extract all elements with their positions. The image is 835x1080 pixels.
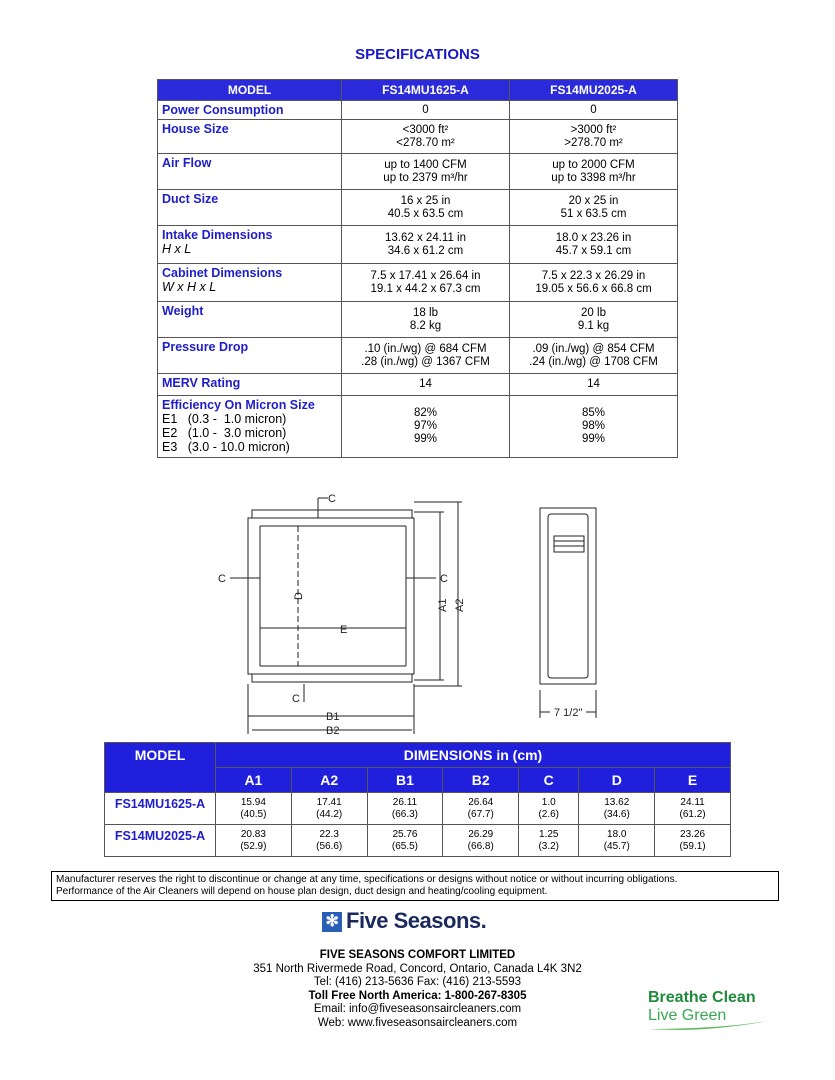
spec-row [158,226,678,264]
dims-value-cm: (61.2) [679,808,706,820]
spec-label [158,120,342,154]
dims-value-in: 15.94 [240,796,266,808]
spec-label-text: Intake Dimensions [162,228,273,242]
spec-label-sub: E3 (3.0 - 10.0 micron) [162,440,290,454]
spec-value-line: >3000 ft² [570,123,617,136]
label-width: 7 1/2" [554,707,583,719]
label-c-left: C [218,573,226,585]
dims-value [216,793,292,825]
spec-label [158,264,342,302]
snowflake-icon: ✻ [322,912,342,932]
dims-value-cm: (65.5) [391,840,419,852]
spec-value-line: 0 [422,103,429,116]
dims-value-cm: (56.6) [316,840,343,852]
dims-value-cm: (67.7) [467,808,494,820]
spec-value-line: 0 [590,103,597,116]
dims-value-in: 13.62 [604,796,630,808]
spec-value-line: 85% [581,407,606,419]
spec-row [158,396,678,458]
spec-value-line: 13.62 x 24.11 in [385,231,466,244]
dims-value-cm: (2.6) [538,808,560,820]
dims-value-in: 23.26 [680,828,706,840]
disclaimer-line-2: Performance of the Air Cleaners will depend on house plan design, duct design and heating/cooling equipment. [56,886,548,897]
spec-value-line: 14 [587,378,600,390]
spec-value-line: .24 (in./wg) @ 1708 CFM [529,355,658,368]
spec-value-line: 8.2 kg [409,319,442,332]
spec-value-b [510,101,678,120]
dims-row [105,793,731,825]
spec-value-a [342,396,510,458]
dims-col-d: D [579,768,655,793]
spec-value-line: 7.5 x 22.3 x 26.29 in [541,269,646,282]
spec-label-text: Power Consumption [162,103,284,117]
dims-value-in: 1.0 [541,796,556,808]
dims-header-model: MODEL [105,743,216,793]
spec-label [158,302,342,338]
dims-value [367,793,443,825]
dims-value-cm: (44.2) [316,808,343,820]
label-b1: B1 [326,711,340,723]
spec-value-a [342,154,510,190]
spec-value-line: 9.1 kg [577,319,610,332]
dims-value-in: 24.11 [680,796,705,808]
label-a1: A1 [437,598,449,612]
disclaimer-line-1: Manufacturer reserves the right to discontinue or change at any time, specifications or designs without notice or without incurring obligations. [56,874,678,885]
spec-value-line: 20 x 25 in [568,194,619,207]
dims-value-cm: (34.6) [603,808,630,820]
spec-value-a [342,101,510,120]
slogan-line-1: Breathe Clean [648,989,756,1006]
spec-value-line: 7.5 x 17.41 x 26.64 in [370,269,481,282]
spec-row [158,120,678,154]
spec-value-b [510,374,678,396]
top-rail [252,510,412,518]
spec-value-b [510,264,678,302]
brand-logo [322,908,486,934]
company-name: FIVE SEASONS COMFORT LIMITED [319,949,516,961]
dims-value-cm: (45.7) [603,840,630,852]
dimensions-table [104,742,731,857]
dims-value-in: 25.76 [392,828,418,840]
brand-name: Five Seasons. [346,908,487,933]
dims-value-cm: (66.3) [391,808,419,820]
dims-col-c: C [519,768,579,793]
spec-row [158,154,678,190]
label-a2: A2 [454,598,466,612]
dims-header-row [105,743,731,768]
slogan-line-2: Live Green [648,1007,727,1024]
dims-value-in: 26.64 [468,796,494,808]
dims-col-b2: B2 [443,768,519,793]
cabinet-vent [554,536,584,552]
dims-col-a1: A1 [216,768,292,793]
dims-model: FS14MU2025-A [105,825,216,857]
dims-value-cm: (59.1) [679,840,706,852]
spec-value-a [342,302,510,338]
dims-value [655,825,731,857]
dims-row [105,825,731,857]
spec-label [158,154,342,190]
dims-value-in: 26.11 [392,796,418,808]
dims-value [519,793,579,825]
spec-row [158,264,678,302]
spec-value-line: .28 (in./wg) @ 1367 CFM [361,355,490,368]
spec-label [158,101,342,120]
dims-value-cm: (66.8) [467,840,494,852]
company-phone: Tel: (416) 213-5636 Fax: (416) 213-5593 [313,976,522,988]
dims-value-in: 20.83 [240,828,266,840]
filter-frame [248,518,414,674]
spec-value-b [510,396,678,458]
spec-label [158,396,342,458]
dims-col-a2: A2 [291,768,367,793]
spec-value-a [342,374,510,396]
slogan [648,989,783,1033]
spec-value-line: up to 2379 m³/hr [383,171,468,184]
company-address: 351 North Rivermede Road, Concord, Ontario, Canada L4K 3N2 [253,962,582,975]
spec-value-a [342,190,510,226]
dims-value-in: 17.41 [316,796,342,808]
spec-value-line: 98% [581,420,606,432]
spec-row [158,302,678,338]
spec-value-line: 99% [581,433,606,445]
spec-value-line: 99% [413,433,438,445]
spec-value-line: >278.70 m² [564,136,623,149]
spec-label [158,226,342,264]
spec-label-text: Duct Size [162,192,219,206]
spec-label-text: Cabinet Dimensions [162,266,283,280]
dims-value [579,825,655,857]
spec-label-text: Weight [162,304,204,318]
dims-value [216,825,292,857]
spec-value-line: 34.6 x 61.2 cm [387,244,464,257]
spec-header-model: MODEL [158,80,342,101]
spec-value-line: up to 3398 m³/hr [551,171,636,184]
spec-value-b [510,190,678,226]
spec-value-line: 45.7 x 59.1 cm [555,244,632,257]
spec-value-b [510,338,678,374]
spec-value-line: .09 (in./wg) @ 854 CFM [532,342,655,355]
spec-label-sub: W x H x L [162,280,217,294]
dims-header-group: DIMENSIONS in (cm) [216,743,731,768]
spec-label-sub: E2 (1.0 - 3.0 micron) [162,426,287,440]
dims-value [655,793,731,825]
spec-value-b [510,302,678,338]
spec-value-a [342,226,510,264]
dims-value [443,825,519,857]
dims-value-cm: (40.5) [240,808,267,820]
spec-value-line: 40.5 x 63.5 cm [387,207,464,220]
dims-value-cm: (3.2) [538,840,560,852]
page-title: SPECIFICATIONS [355,46,480,63]
spec-value-b [510,154,678,190]
spec-label-text: MERV Rating [162,376,241,390]
specifications-table [157,79,678,458]
label-c-right: C [440,573,448,585]
company-tollfree: Toll Free North America: 1-800-267-8305 [308,989,527,1002]
dims-value [443,793,519,825]
spec-value-line: .10 (in./wg) @ 684 CFM [364,342,487,355]
dims-value [579,793,655,825]
spec-value-line: 18.0 x 23.26 in [555,231,632,244]
spec-value-a [342,120,510,154]
spec-value-line: 18 lb [413,306,438,319]
spec-label-text: Pressure Drop [162,340,249,354]
bottom-rail [252,674,412,682]
spec-row [158,374,678,396]
spec-label-sub: H x L [162,242,192,256]
spec-value-line: <3000 ft² [402,123,449,136]
dims-value [291,825,367,857]
spec-value-a [342,264,510,302]
spec-label [158,190,342,226]
spec-value-a [342,338,510,374]
spec-value-line: 20 lb [581,306,606,319]
spec-header-row [158,80,678,101]
dims-value [291,793,367,825]
label-c-top: C [328,493,336,505]
spec-label-text: House Size [162,122,229,136]
spec-value-line: 51 x 63.5 cm [560,207,627,220]
spec-header-model-b: FS14MU2025-A [510,80,678,101]
spec-value-line: 19.1 x 44.2 x 67.3 cm [370,282,481,295]
spec-value-line: 14 [419,378,432,390]
spec-value-b [510,226,678,264]
spec-label [158,338,342,374]
label-e: E [340,624,348,636]
disclaimer-box [51,871,779,901]
label-d: D [293,592,305,600]
label-b2: B2 [326,725,340,737]
dimension-drawing [200,490,620,740]
spec-row [158,101,678,120]
dims-col-b1: B1 [367,768,443,793]
spec-header-model-a: FS14MU1625-A [342,80,510,101]
dims-col-e: E [655,768,731,793]
company-email: Email: info@fiveseasonsaircleaners.com [313,1003,522,1015]
spec-value-line: 19.05 x 56.6 x 66.8 cm [535,282,652,295]
spec-label-text: Air Flow [162,156,212,170]
dims-value-cm: (52.9) [240,840,267,852]
dims-value [367,825,443,857]
spec-value-line: up to 1400 CFM [384,158,467,171]
dims-value-in: 18.0 [607,828,627,840]
spec-label [158,374,342,396]
spec-value-b [510,120,678,154]
dims-value-in: 22.3 [319,828,339,840]
spec-value-line: 16 x 25 in [400,194,451,207]
spec-label-text: Efficiency On Micron Size [162,398,315,412]
spec-value-line: 97% [413,420,438,432]
spec-value-line: 82% [413,407,438,419]
spec-value-line: up to 2000 CFM [552,158,635,171]
spec-row [158,338,678,374]
label-c-bottom: C [292,693,300,705]
spec-label-sub: E1 (0.3 - 1.0 micron) [162,412,287,426]
company-web: Web: www.fiveseasonsaircleaners.com [317,1016,518,1029]
dims-model: FS14MU1625-A [105,793,216,825]
spec-row [158,190,678,226]
spec-value-line: <278.70 m² [396,136,455,149]
dims-value-in: 26.29 [468,828,494,840]
dims-value [519,825,579,857]
dims-value-in: 1.25 [539,828,559,840]
